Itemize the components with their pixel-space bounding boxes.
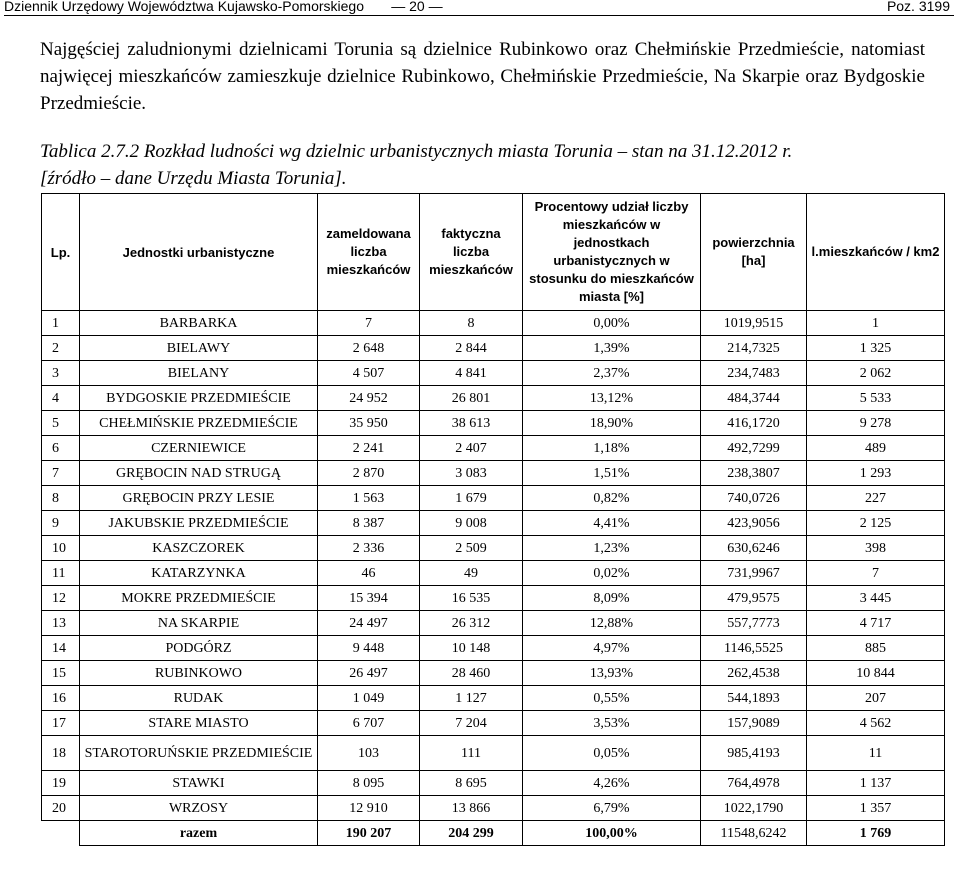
cell-area: 416,1720 — [701, 411, 807, 436]
table-row — [42, 711, 945, 736]
table-row — [42, 461, 945, 486]
cell-area: 630,6246 — [701, 536, 807, 561]
cell-area: 544,1893 — [701, 686, 807, 711]
cell-actual: 2 509 — [420, 536, 523, 561]
cell-lp: 15 — [42, 661, 80, 686]
table-row — [42, 586, 945, 611]
cell-area: 238,3807 — [701, 461, 807, 486]
cell-unit: STAWKI — [80, 771, 318, 796]
cell-unit: JAKUBSKIE PRZEDMIEŚCIE — [80, 511, 318, 536]
cell-area: 484,3744 — [701, 386, 807, 411]
cell-lp: 12 — [42, 586, 80, 611]
cell-area: 234,7483 — [701, 361, 807, 386]
cell-lp: 18 — [42, 736, 80, 771]
cell-share: 0,55% — [523, 686, 701, 711]
cell-area: 1022,1790 — [701, 796, 807, 821]
journal-title — [4, 0, 443, 13]
table-row — [42, 311, 945, 336]
cell-density: 9 278 — [807, 411, 945, 436]
cell-share: 8,09% — [523, 586, 701, 611]
intro-paragraph: Najgęściej zaludnionymi dzielnicami Torunia są dzielnice Rubinkowo oraz Chełmińskie Przedmieście, natomiast najwięcej mieszkańców zamieszkuje dzielnice Rubinkowo, Chełmińskie Przedmieście, Na Skarpie oraz Bydgoskie Przedmieście. — [40, 39, 925, 114]
table-row — [42, 436, 945, 461]
cell-lp: 19 — [42, 771, 80, 796]
cell-unit: RUBINKOWO — [80, 661, 318, 686]
page-number: — 20 — — [391, 0, 443, 14]
cell-registered: 8 387 — [318, 511, 420, 536]
cell-registered: 2 241 — [318, 436, 420, 461]
cell-lp: 14 — [42, 636, 80, 661]
table-header-row — [42, 194, 945, 311]
cell-lp: 6 — [42, 436, 80, 461]
header-area: powierzchnia [ha] — [701, 194, 807, 311]
cell-area: 479,9575 — [701, 586, 807, 611]
cell-density: 2 062 — [807, 361, 945, 386]
cell-unit: NA SKARPIE — [80, 611, 318, 636]
cell-share: 13,93% — [523, 661, 701, 686]
cell-density: 4 717 — [807, 611, 945, 636]
header-share: Procentowy udział liczby mieszkańców w jednostkach urbanistycznych w stosunku do mieszkańców miasta [%] — [523, 194, 701, 311]
cell-actual: 4 841 — [420, 361, 523, 386]
cell-actual: 26 801 — [420, 386, 523, 411]
cell-actual: 49 — [420, 561, 523, 586]
cell-registered: 12 910 — [318, 796, 420, 821]
cell-share: 1,51% — [523, 461, 701, 486]
cell-area: 731,9967 — [701, 561, 807, 586]
cell-actual: 1 127 — [420, 686, 523, 711]
cell-registered: 103 — [318, 736, 420, 771]
table-row — [42, 536, 945, 561]
cell-share: 0,02% — [523, 561, 701, 586]
total-share: 100,00% — [523, 821, 701, 846]
cell-share: 3,53% — [523, 711, 701, 736]
cell-share: 0,05% — [523, 736, 701, 771]
population-table — [41, 193, 945, 846]
cell-lp: 11 — [42, 561, 80, 586]
cell-unit: BIELAWY — [80, 336, 318, 361]
cell-actual: 38 613 — [420, 411, 523, 436]
cell-unit: BARBARKA — [80, 311, 318, 336]
cell-density: 398 — [807, 536, 945, 561]
cell-lp: 3 — [42, 361, 80, 386]
cell-share: 13,12% — [523, 386, 701, 411]
cell-actual: 8 — [420, 311, 523, 336]
cell-actual: 16 535 — [420, 586, 523, 611]
table-row — [42, 661, 945, 686]
cell-density: 1 137 — [807, 771, 945, 796]
cell-share: 4,41% — [523, 511, 701, 536]
cell-unit: WRZOSY — [80, 796, 318, 821]
cell-registered: 7 — [318, 311, 420, 336]
header-density: l.mieszkańców / km2 — [807, 194, 945, 311]
cell-lp: 4 — [42, 386, 80, 411]
cell-registered: 46 — [318, 561, 420, 586]
cell-share: 18,90% — [523, 411, 701, 436]
header-actual: faktyczna liczba mieszkańców — [420, 194, 523, 311]
cell-share: 6,79% — [523, 796, 701, 821]
page-header — [4, 0, 954, 16]
cell-unit: STAROTORUŃSKIE PRZEDMIEŚCIE — [80, 736, 318, 771]
cell-density: 7 — [807, 561, 945, 586]
cell-lp: 8 — [42, 486, 80, 511]
cell-density: 2 125 — [807, 511, 945, 536]
cell-actual: 7 204 — [420, 711, 523, 736]
cell-unit: RUDAK — [80, 686, 318, 711]
cell-density: 1 293 — [807, 461, 945, 486]
cell-area: 557,7773 — [701, 611, 807, 636]
total-density: 1 769 — [807, 821, 945, 846]
cell-lp: 5 — [42, 411, 80, 436]
table-row — [42, 411, 945, 436]
table-row — [42, 386, 945, 411]
cell-unit: STARE MIASTO — [80, 711, 318, 736]
cell-area: 764,4978 — [701, 771, 807, 796]
cell-actual: 2 407 — [420, 436, 523, 461]
cell-registered: 24 497 — [318, 611, 420, 636]
cell-actual: 8 695 — [420, 771, 523, 796]
cell-actual: 10 148 — [420, 636, 523, 661]
cell-lp: 1 — [42, 311, 80, 336]
cell-density: 4 562 — [807, 711, 945, 736]
cell-registered: 1 049 — [318, 686, 420, 711]
cell-lp: 17 — [42, 711, 80, 736]
cell-actual: 111 — [420, 736, 523, 771]
journal-name: Dziennik Urzędowy Województwa Kujawsko-Pomorskiego — [4, 0, 364, 14]
cell-area: 214,7325 — [701, 336, 807, 361]
cell-share: 0,82% — [523, 486, 701, 511]
cell-unit: MOKRE PRZEDMIEŚCIE — [80, 586, 318, 611]
total-actual: 204 299 — [420, 821, 523, 846]
cell-area: 985,4193 — [701, 736, 807, 771]
header-lp: Lp. — [42, 194, 80, 311]
table-caption — [40, 138, 940, 192]
cell-density: 1 325 — [807, 336, 945, 361]
position-number: Poz. 3199 — [886, 0, 950, 14]
table-body — [42, 311, 945, 821]
total-area: 11548,6242 — [701, 821, 807, 846]
cell-lp: 9 — [42, 511, 80, 536]
cell-registered: 9 448 — [318, 636, 420, 661]
cell-unit: GRĘBOCIN PRZY LESIE — [80, 486, 318, 511]
cell-registered: 1 563 — [318, 486, 420, 511]
cell-share: 0,00% — [523, 311, 701, 336]
cell-density: 207 — [807, 686, 945, 711]
cell-registered: 35 950 — [318, 411, 420, 436]
table-caption-source: [źródło – dane Urzędu Miasta Torunia]. — [40, 168, 347, 189]
cell-unit: KASZCZOREK — [80, 536, 318, 561]
table-row — [42, 336, 945, 361]
cell-actual: 13 866 — [420, 796, 523, 821]
table-row — [42, 486, 945, 511]
cell-registered: 26 497 — [318, 661, 420, 686]
cell-density: 489 — [807, 436, 945, 461]
cell-registered: 2 336 — [318, 536, 420, 561]
cell-area: 157,9089 — [701, 711, 807, 736]
header-unit: Jednostki urbanistyczne — [80, 194, 318, 311]
cell-registered: 4 507 — [318, 361, 420, 386]
table-row — [42, 611, 945, 636]
cell-lp: 10 — [42, 536, 80, 561]
cell-density: 5 533 — [807, 386, 945, 411]
table-row — [42, 796, 945, 821]
cell-registered: 2 648 — [318, 336, 420, 361]
cell-unit: BYDGOSKIE PRZEDMIEŚCIE — [80, 386, 318, 411]
table-row — [42, 686, 945, 711]
cell-share: 1,18% — [523, 436, 701, 461]
cell-actual: 1 679 — [420, 486, 523, 511]
cell-registered: 6 707 — [318, 711, 420, 736]
cell-share: 1,39% — [523, 336, 701, 361]
cell-unit: KATARZYNKA — [80, 561, 318, 586]
cell-registered: 15 394 — [318, 586, 420, 611]
cell-unit: CHEŁMIŃSKIE PRZEDMIEŚCIE — [80, 411, 318, 436]
cell-share: 2,37% — [523, 361, 701, 386]
cell-unit: BIELANY — [80, 361, 318, 386]
cell-unit: PODGÓRZ — [80, 636, 318, 661]
table-row — [42, 771, 945, 796]
cell-density: 10 844 — [807, 661, 945, 686]
cell-area: 492,7299 — [701, 436, 807, 461]
cell-area: 1146,5525 — [701, 636, 807, 661]
total-registered: 190 207 — [318, 821, 420, 846]
table-row — [42, 561, 945, 586]
cell-registered: 2 870 — [318, 461, 420, 486]
table-caption-title: Tablica 2.7.2 Rozkład ludności wg dzielnic urbanistycznych miasta Torunia – stan na 31.12.2012 r. — [40, 141, 793, 162]
cell-registered: 24 952 — [318, 386, 420, 411]
cell-share: 4,26% — [523, 771, 701, 796]
cell-actual: 28 460 — [420, 661, 523, 686]
cell-lp: 16 — [42, 686, 80, 711]
cell-area: 1019,9515 — [701, 311, 807, 336]
total-label: razem — [80, 821, 318, 846]
total-spacer — [42, 821, 80, 846]
cell-area: 740,0726 — [701, 486, 807, 511]
cell-density: 1 357 — [807, 796, 945, 821]
cell-actual: 2 844 — [420, 336, 523, 361]
cell-actual: 3 083 — [420, 461, 523, 486]
cell-actual: 9 008 — [420, 511, 523, 536]
cell-lp: 2 — [42, 336, 80, 361]
cell-lp: 20 — [42, 796, 80, 821]
table-row — [42, 636, 945, 661]
header-registered: zameldowana liczba mieszkańców — [318, 194, 420, 311]
cell-actual: 26 312 — [420, 611, 523, 636]
cell-density: 1 — [807, 311, 945, 336]
table-row — [42, 511, 945, 536]
cell-share: 1,23% — [523, 536, 701, 561]
cell-registered: 8 095 — [318, 771, 420, 796]
cell-unit: CZERNIEWICE — [80, 436, 318, 461]
cell-share: 4,97% — [523, 636, 701, 661]
cell-lp: 7 — [42, 461, 80, 486]
cell-density: 885 — [807, 636, 945, 661]
cell-lp: 13 — [42, 611, 80, 636]
cell-unit: GRĘBOCIN NAD STRUGĄ — [80, 461, 318, 486]
table-row — [42, 361, 945, 386]
cell-area: 423,9056 — [701, 511, 807, 536]
table-row — [42, 736, 945, 771]
cell-density: 11 — [807, 736, 945, 771]
cell-area: 262,4538 — [701, 661, 807, 686]
cell-share: 12,88% — [523, 611, 701, 636]
total-row — [42, 821, 945, 846]
cell-density: 3 445 — [807, 586, 945, 611]
cell-density: 227 — [807, 486, 945, 511]
